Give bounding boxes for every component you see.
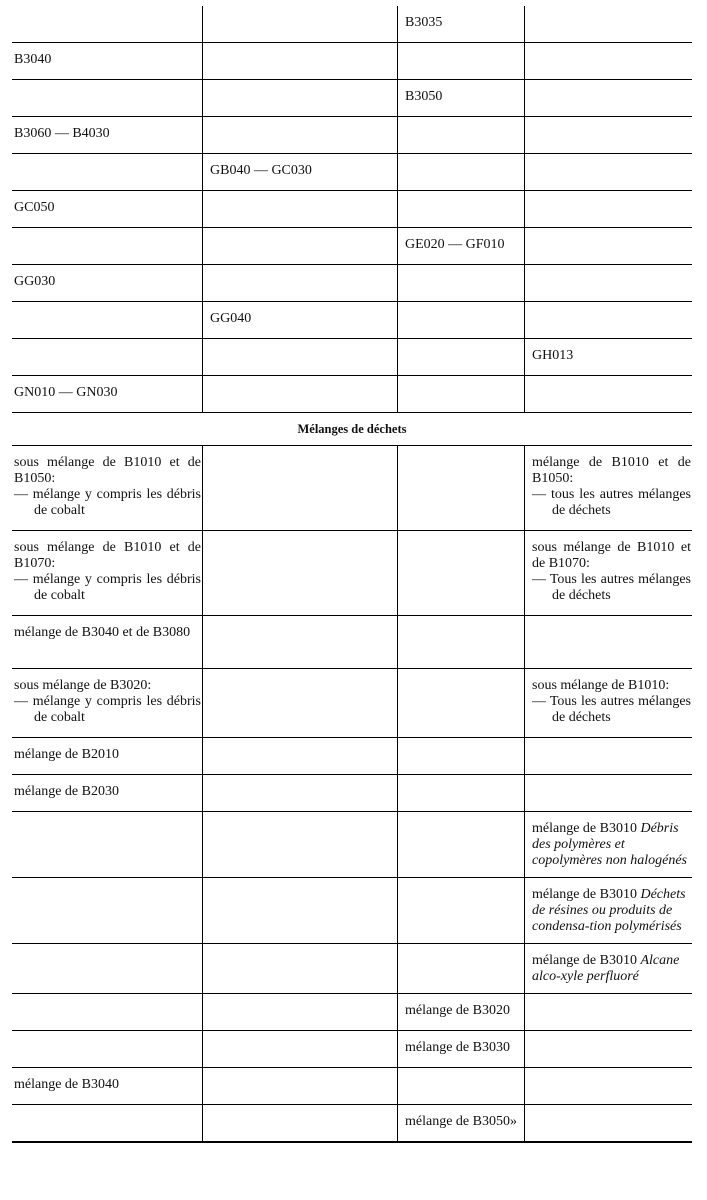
table-row [12, 1068, 692, 1105]
table-row [12, 1031, 692, 1068]
cell-col3 [398, 117, 525, 154]
cell-italic-text: Déchets de résines ou produits de condensa-tion polymérisés [532, 887, 686, 934]
cell-prefix: mélange de B3010 [532, 953, 641, 968]
cell-intro: sous mélange de B1010: [532, 678, 670, 693]
cell-col1 [12, 228, 203, 265]
cell-col3: B3035 [398, 6, 525, 43]
table-row [12, 812, 692, 878]
cell-col2 [203, 191, 398, 228]
cell-col3 [398, 616, 525, 669]
table-row [12, 878, 692, 944]
cell-col1 [12, 80, 203, 117]
table-row [12, 944, 692, 994]
cell-col2 [203, 339, 398, 376]
cell-col3 [398, 446, 525, 531]
cell-col4: GH013 [525, 339, 693, 376]
cell-col4 [525, 302, 693, 339]
cell-dash-item: — Tous les autres mélanges de déchets [532, 572, 691, 603]
cell-col3 [398, 43, 525, 80]
cell-col1 [12, 1105, 203, 1143]
table-row [12, 154, 692, 191]
cell-col1: mélange de B2030 [12, 775, 203, 812]
cell-col3 [398, 812, 525, 878]
cell-prefix: mélange de B3010 [532, 821, 641, 836]
cell-col4 [525, 191, 693, 228]
cell-col3 [398, 1068, 525, 1105]
cell-col4 [525, 775, 693, 812]
cell-col2 [203, 531, 398, 616]
cell-col1 [12, 669, 203, 738]
cell-intro: sous mélange de B3020: [14, 678, 152, 693]
cell-col3 [398, 738, 525, 775]
cell-col4 [525, 812, 693, 878]
cell-dash-item: — mélange y compris les débris de cobalt [14, 572, 201, 603]
cell-col1 [12, 446, 203, 531]
cell-dash-item: — Tous les autres mélanges de déchets [532, 694, 691, 725]
cell-col2 [203, 80, 398, 117]
cell-col4 [525, 669, 693, 738]
cell-col2 [203, 265, 398, 302]
cell-col4 [525, 6, 693, 43]
cell-dash-item: — mélange y compris les débris de cobalt [14, 487, 201, 518]
table-row [12, 994, 692, 1031]
cell-col3: mélange de B3050» [398, 1105, 525, 1143]
cell-intro: mélange de B1010 et de B1050: [532, 455, 691, 486]
cell-col3: mélange de B3020 [398, 994, 525, 1031]
cell-intro: sous mélange de B1010 et de B1050: [14, 455, 201, 486]
cell-col2 [203, 812, 398, 878]
cell-col4 [525, 1105, 693, 1143]
table-row [12, 775, 692, 812]
cell-col3 [398, 265, 525, 302]
table-row [12, 43, 692, 80]
cell-col3 [398, 191, 525, 228]
cell-col1 [12, 531, 203, 616]
cell-col1 [12, 944, 203, 994]
cell-col4 [525, 878, 693, 944]
cell-col1: B3060 — B4030 [12, 117, 203, 154]
cell-col2 [203, 1031, 398, 1068]
cell-col2: GG040 [203, 302, 398, 339]
cell-col4 [525, 738, 693, 775]
cell-col2 [203, 228, 398, 265]
waste-classification-table [12, 6, 692, 1143]
cell-col3 [398, 154, 525, 191]
cell-col3 [398, 302, 525, 339]
cell-col2 [203, 738, 398, 775]
cell-col1: mélange de B2010 [12, 738, 203, 775]
cell-col3: B3050 [398, 80, 525, 117]
cell-col2 [203, 1068, 398, 1105]
cell-col2 [203, 1105, 398, 1143]
cell-col3 [398, 775, 525, 812]
cell-col1 [12, 994, 203, 1031]
table-row [12, 738, 692, 775]
cell-col1: GG030 [12, 265, 203, 302]
cell-col1 [12, 302, 203, 339]
cell-col1: mélange de B3040 [12, 1068, 203, 1105]
cell-col4 [525, 265, 693, 302]
cell-col2 [203, 43, 398, 80]
cell-col4 [525, 994, 693, 1031]
cell-col4 [525, 531, 693, 616]
cell-col1 [12, 154, 203, 191]
cell-dash-item: — tous les autres mélanges de déchets [532, 487, 691, 518]
table-row [12, 117, 692, 154]
cell-italic-text: Alcane alco-xyle perfluoré [532, 953, 680, 984]
table-row [12, 228, 692, 265]
cell-col1 [12, 6, 203, 43]
cell-col4 [525, 446, 693, 531]
cell-col2 [203, 944, 398, 994]
cell-col4 [525, 80, 693, 117]
cell-col2 [203, 669, 398, 738]
cell-italic-text: Débris des polymères et copolymères non halogénés [532, 821, 687, 868]
cell-col1 [12, 878, 203, 944]
table-row [12, 669, 692, 738]
cell-col3 [398, 944, 525, 994]
table-row [12, 80, 692, 117]
cell-col4 [525, 228, 693, 265]
cell-col4 [525, 154, 693, 191]
cell-col4 [525, 376, 693, 413]
cell-col4 [525, 1031, 693, 1068]
cell-prefix: mélange de B3010 [532, 887, 641, 902]
cell-col3 [398, 878, 525, 944]
cell-col2 [203, 376, 398, 413]
cell-col1 [12, 1031, 203, 1068]
cell-col4 [525, 616, 693, 669]
cell-col1 [12, 339, 203, 376]
cell-col3 [398, 669, 525, 738]
cell-col4 [525, 117, 693, 154]
table-row [12, 376, 692, 413]
cell-col3 [398, 376, 525, 413]
table-row [12, 265, 692, 302]
cell-col3 [398, 339, 525, 376]
cell-col1: mélange de B3040 et de B3080 [12, 616, 203, 669]
cell-col4 [525, 944, 693, 994]
table-row [12, 446, 692, 531]
document-page [12, 6, 692, 1143]
cell-col4 [525, 1068, 693, 1105]
cell-col2 [203, 878, 398, 944]
cell-col2 [203, 6, 398, 43]
cell-col1: B3040 [12, 43, 203, 80]
table-row [12, 339, 692, 376]
table-row [12, 6, 692, 43]
cell-col3 [398, 531, 525, 616]
table-row [12, 191, 692, 228]
cell-col2: GB040 — GC030 [203, 154, 398, 191]
cell-intro: sous mélange de B1010 et de B1070: [532, 540, 691, 571]
cell-col1: GC050 [12, 191, 203, 228]
table-row [12, 1105, 692, 1143]
section-row [12, 413, 692, 446]
table-row [12, 531, 692, 616]
cell-col4 [525, 43, 693, 80]
table-row [12, 616, 692, 669]
cell-col2 [203, 775, 398, 812]
cell-dash-item: — mélange y compris les débris de cobalt [14, 694, 201, 725]
cell-col1: GN010 — GN030 [12, 376, 203, 413]
cell-col2 [203, 616, 398, 669]
cell-col3: mélange de B3030 [398, 1031, 525, 1068]
cell-col2 [203, 446, 398, 531]
cell-col3: GE020 — GF010 [398, 228, 525, 265]
cell-col2 [203, 994, 398, 1031]
cell-col1 [12, 812, 203, 878]
table-row [12, 302, 692, 339]
cell-intro: sous mélange de B1010 et de B1070: [14, 540, 201, 571]
section-title: Mélanges de déchets [12, 413, 692, 446]
cell-col2 [203, 117, 398, 154]
